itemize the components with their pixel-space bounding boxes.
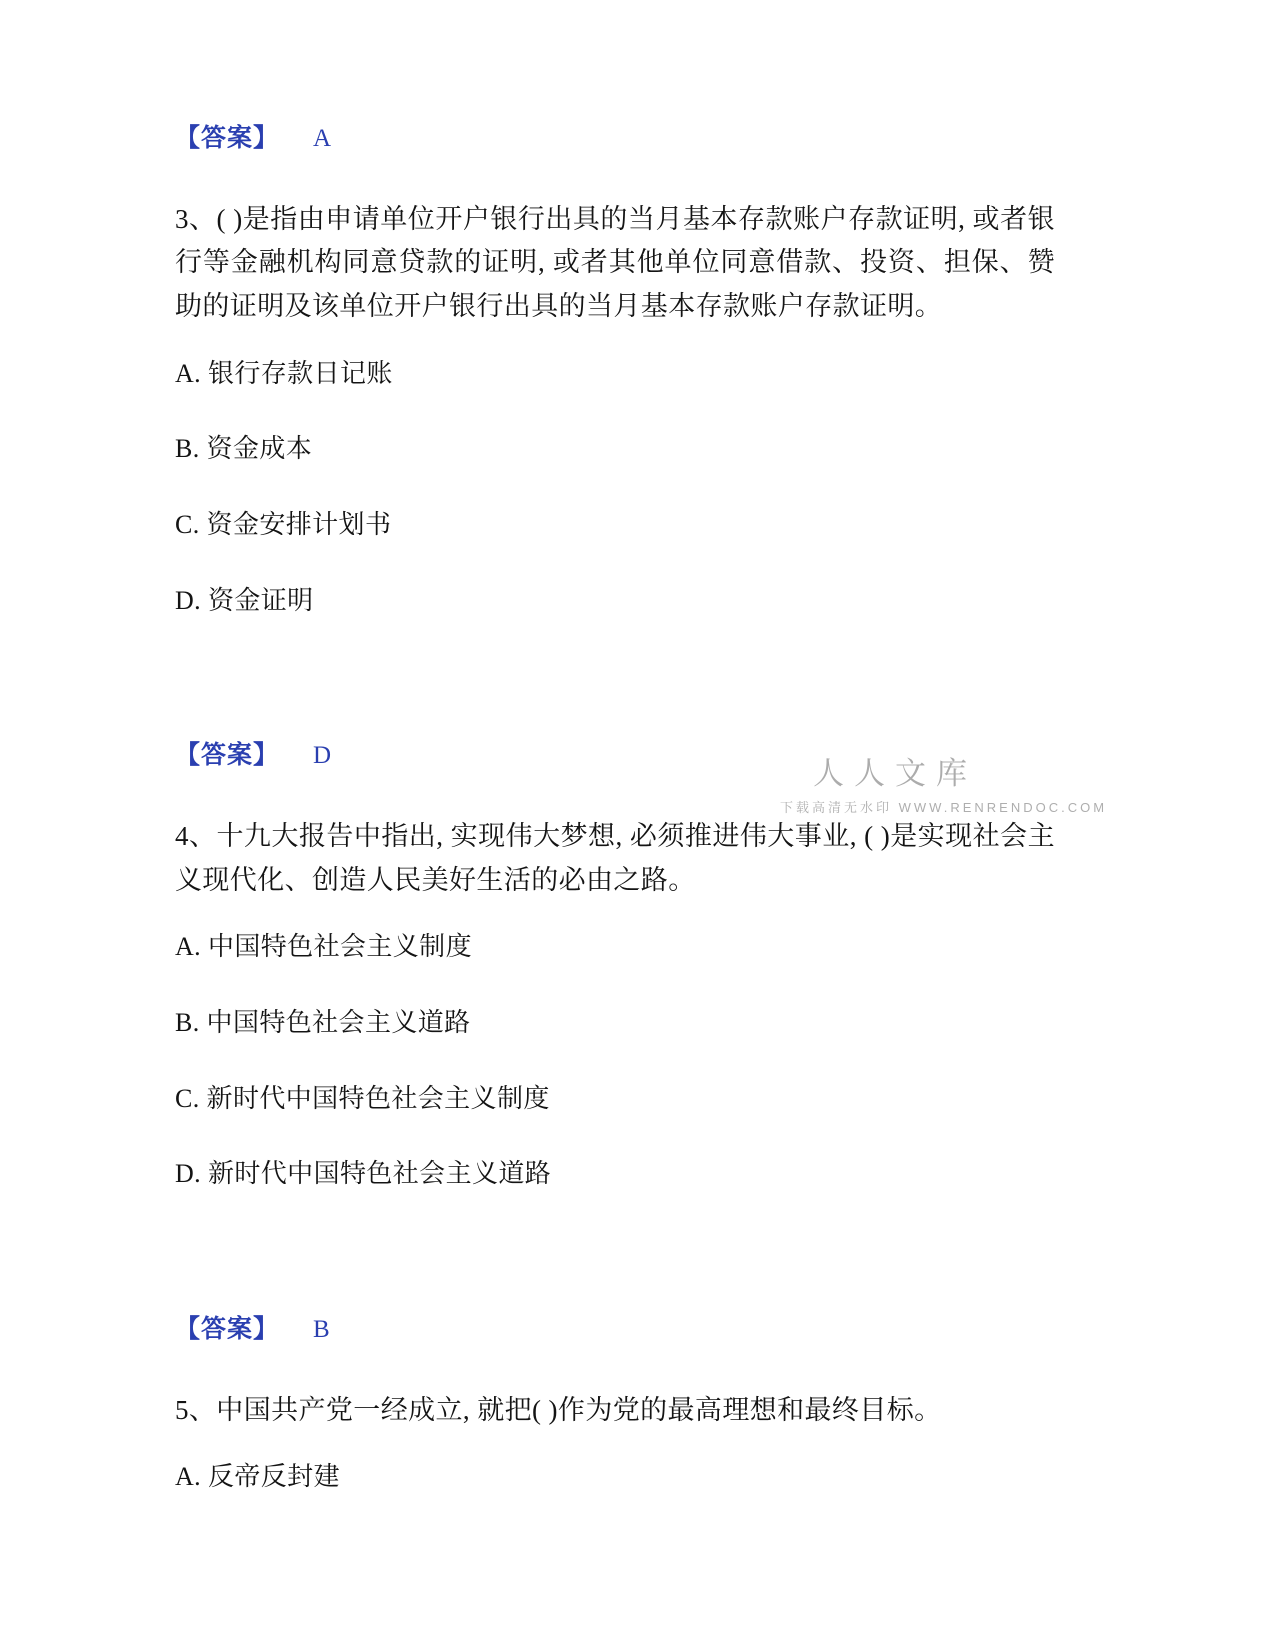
question-5-options bbox=[175, 1458, 1055, 1496]
option-item[interactable]: C. 新时代中国特色社会主义制度 bbox=[175, 1083, 550, 1113]
spacer bbox=[175, 468, 1055, 506]
answer-block-1 bbox=[175, 120, 1055, 158]
answer-value: B bbox=[313, 1316, 331, 1344]
question-4-options bbox=[175, 928, 1055, 1193]
answer-value: D bbox=[313, 742, 333, 770]
option-item[interactable]: A. 反帝反封建 bbox=[175, 1462, 340, 1492]
spacer bbox=[175, 1042, 1055, 1080]
option-item[interactable]: D. 新时代中国特色社会主义道路 bbox=[175, 1159, 552, 1189]
question-4-text: 4、十九大报告中指出, 实现伟大梦想, 必须推进伟大事业, ( )是实现社会主义现代化、创造人民美好生活的必由之路。 bbox=[175, 820, 1055, 895]
option-item[interactable]: A. 中国特色社会主义制度 bbox=[175, 932, 472, 962]
option-item[interactable]: B. 资金成本 bbox=[175, 434, 313, 464]
spacer bbox=[175, 902, 1055, 928]
spacer bbox=[175, 619, 1055, 737]
spacer bbox=[175, 1349, 1055, 1389]
spacer bbox=[175, 1432, 1055, 1458]
watermark-title: 人人文库 bbox=[813, 756, 977, 791]
spacer bbox=[175, 329, 1055, 355]
spacer bbox=[175, 158, 1055, 198]
answer-label: 【答案】 bbox=[175, 742, 280, 770]
question-3-options bbox=[175, 355, 1055, 620]
question-5-text: 5、中国共产党一经成立, 就把( )作为党的最高理想和最终目标。 bbox=[175, 1394, 942, 1425]
answer-value: A bbox=[313, 125, 333, 152]
spacer bbox=[175, 966, 1055, 1004]
spacer bbox=[175, 392, 1055, 430]
question-3-text: 3、( )是指由申请单位开户银行出具的当月基本存款账户存款证明, 或者银行等金融机构同意贷款的证明, 或者其他单位同意借款、投资、担保、赞助的证明及该单位开户银行出具的当月基本存款账户存款证明。 bbox=[175, 203, 1055, 321]
spacer bbox=[175, 1193, 1055, 1311]
spacer bbox=[175, 544, 1055, 582]
answer-block-2 bbox=[175, 737, 1055, 775]
answer-label: 【答案】 bbox=[175, 1316, 280, 1344]
watermark-subtitle: 下载高清无水印 WWW.RENRENDOC.COM bbox=[780, 800, 1108, 815]
spacer bbox=[175, 775, 1108, 815]
document-content bbox=[175, 120, 1108, 1496]
option-item[interactable]: A. 银行存款日记账 bbox=[175, 358, 393, 388]
answer-label: 【答案】 bbox=[175, 125, 280, 152]
spacer bbox=[175, 1117, 1055, 1155]
answer-block-3 bbox=[175, 1311, 1055, 1349]
option-item[interactable]: D. 资金证明 bbox=[175, 585, 314, 615]
option-item[interactable]: B. 中国特色社会主义道路 bbox=[175, 1008, 471, 1038]
option-item[interactable]: C. 资金安排计划书 bbox=[175, 510, 392, 540]
